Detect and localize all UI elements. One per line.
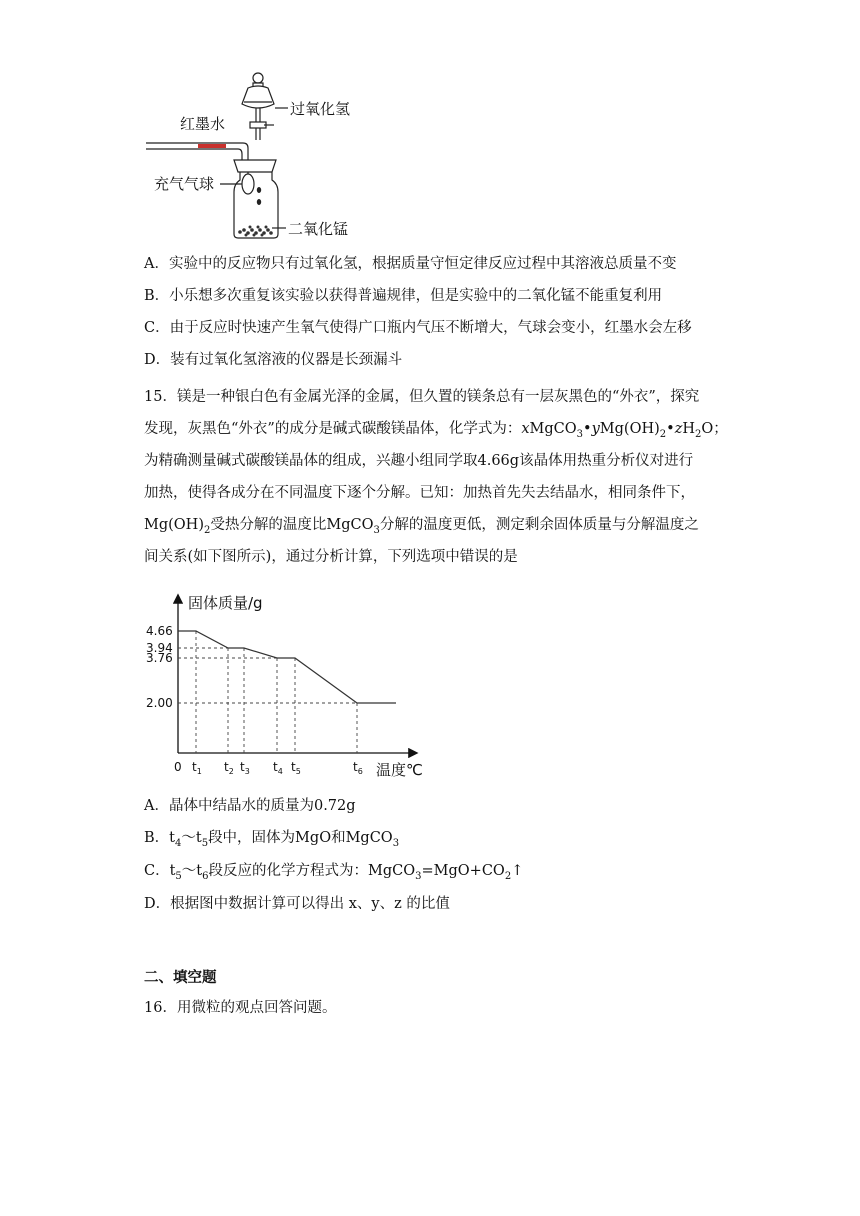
q15-line-6: 间关系(如下图所示)，通过分析计算，下列选项中错误的是 [144, 549, 518, 565]
q16-text: 16．用微粒的观点回答问题。 [144, 1000, 337, 1016]
q14-option-d: D．装有过氧化氢溶液的仪器是长颈漏斗 [144, 352, 403, 368]
y-tick-label: 3.76 [146, 651, 173, 665]
label-hydrogen-peroxide: 过氧化氢 [290, 100, 351, 118]
x-tick-label: $t_6$ [353, 760, 363, 776]
label-red-ink: 红墨水 [180, 115, 226, 133]
q15-line-3: 为精确测量碱式碳酸镁晶体的组成，兴趣小组同学取4.66g该晶体用热重分析仪对进行 [144, 453, 694, 469]
q15-option-b: B．$t_4\sim t_5$段中，固体为MgO和MgCO$_3$ [144, 830, 400, 849]
q15-line-2: 发现，灰黑色“外衣”的成分是碱式碳酸镁晶体，化学式为：$xMgCO_3•yMg(OH)_2•zH_2O$； [144, 421, 728, 440]
q14-option-b: B．小乐想多次重复该实验以获得普遍规律，但是实验中的二氧化锰不能重复利用 [144, 288, 663, 304]
section-heading: 二、填空题 [144, 970, 217, 986]
q15-option-d: D．根据图中数据计算可以得出 x、y、z 的比值 [144, 896, 450, 912]
q15-option-a: A．晶体中结晶水的质量为0.72g [144, 798, 356, 814]
y-tick-label: 2.00 [146, 696, 173, 710]
x-tick-label: $t_3$ [240, 760, 250, 776]
apparatus-figure [140, 68, 380, 244]
y-tick-label: 4.66 [146, 624, 173, 638]
q15-line-1: 15．镁是一种银白色有金属光泽的金属，但久置的镁条总有一层灰黑色的“外衣”，探究 [144, 389, 700, 405]
y-tick-label: 3.94 [146, 641, 173, 655]
mass-temperature-chart [140, 588, 440, 788]
series-line [178, 631, 396, 703]
x-axis-label: 温度℃ [376, 761, 423, 779]
q15-line-4: 加热，使得各成分在不同温度下逐个分解。已知：加热首先失去结晶水，相同条件下， [144, 485, 695, 501]
x-tick-label: $t_2$ [224, 760, 234, 776]
red-ink-mark [198, 144, 226, 148]
q14-option-a: A．实验中的反应物只有过氧化氢，根据质量守恒定律反应过程中其溶液总质量不变 [144, 256, 677, 272]
label-balloon: 充气气球 [154, 175, 215, 193]
x-tick-label: $t_5$ [291, 760, 301, 776]
q15-line-5: $Mg(OH)_2$受热分解的温度比MgCO$_3$分解的温度更低，测定剩余固体质量与分解温度之 [144, 517, 699, 536]
label-mno2: 二氧化锰 [288, 220, 349, 238]
x-tick-label: $t_4$ [273, 760, 283, 776]
q14-option-c: C．由于反应时快速产生氧气使得广口瓶内气压不断增大，气球会变小，红墨水会左移 [144, 320, 692, 336]
q15-option-c: C．$t_5\sim t_6$段反应的化学方程式为：$MgCO_3=MgO+CO_2↑$ [144, 863, 524, 882]
origin-label: 0 [174, 760, 182, 774]
x-tick-label: $t_1$ [192, 760, 202, 776]
y-axis-label: 固体质量/g [188, 594, 263, 612]
